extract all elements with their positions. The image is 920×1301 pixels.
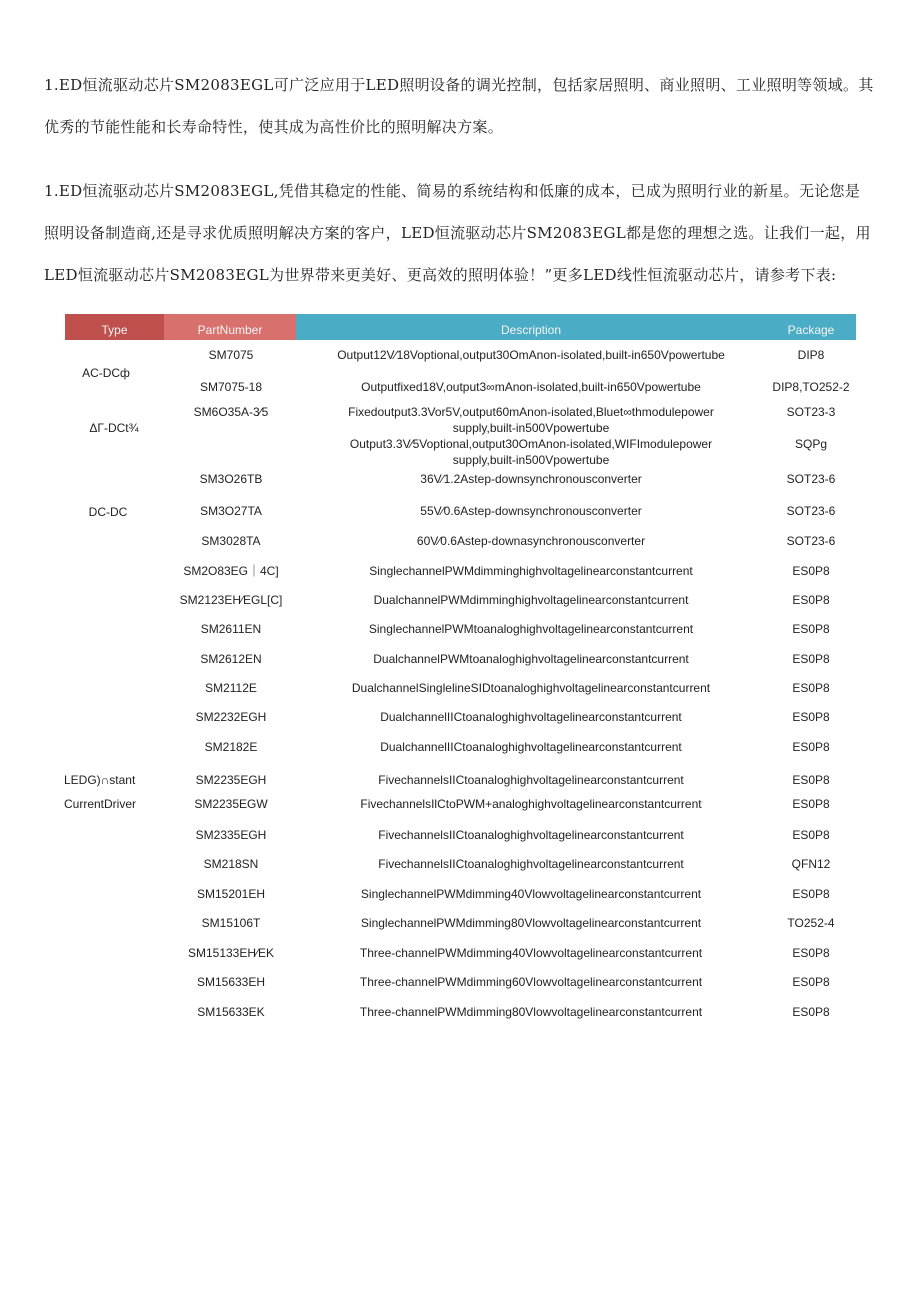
package: DIP8 bbox=[797, 348, 825, 362]
description-continued: supply,built-in500Vpowertube bbox=[452, 453, 610, 467]
package: SOT23-3 bbox=[786, 405, 836, 419]
description: Output12V∕18Voptional,output30OmAnon-isolated,built-in650Vpowertube bbox=[337, 348, 725, 362]
package: SOT23-6 bbox=[786, 472, 836, 486]
type-label-led-constant: LEDG)∩stant bbox=[64, 773, 136, 787]
part-number: SM2112E bbox=[205, 681, 257, 695]
description: Three-channelPWMdimming40Vlowvoltagelinearconstantcurrent bbox=[359, 946, 703, 960]
part-number: SM2612EN bbox=[200, 652, 262, 666]
part-number: SM7075-18 bbox=[199, 380, 263, 394]
part-number: SM6O35A-3∕5 bbox=[193, 405, 269, 419]
package: ES0P8 bbox=[792, 773, 830, 787]
package: ES0P8 bbox=[792, 710, 830, 724]
description: Output3.3V∕5Voptional,output30OmAnon-isolated,WIFImodulepower bbox=[349, 437, 713, 451]
description: FivechannelsIlCtoPWM+analoghighvoltagelinearconstantcurrent bbox=[360, 797, 702, 811]
description: FivechannelsIICtoanaloghighvoltagelinearconstantcurrent bbox=[378, 828, 684, 842]
description: Three-channelPWMdimming60Vlowvoltagelinearconstantcurrent bbox=[359, 975, 703, 989]
package: ES0P8 bbox=[792, 975, 830, 989]
package: DIP8,TO252-2 bbox=[772, 380, 850, 394]
description-paragraph: 1.ED恒流驱动芯片SM2083EGL,凭借其稳定的性能、简易的系统结构和低廉的成本，已成为照明行业的新星。无论您是照明设备制造商,还是寻求优质照明解决方案的客户，LED恒流驱动芯片SM2083EGL都是您的理想之选。让我们一起，用LED恒流驱动芯片SM2083EGL为世界带来更美好、更高效的照明体验！”更多LED线性恒流驱动芯片，请参考下表: bbox=[44, 182, 871, 284]
part-number: SM15201EH bbox=[196, 887, 266, 901]
package: ES0P8 bbox=[792, 564, 830, 578]
part-number: SM2O83EG｜4C] bbox=[183, 564, 279, 578]
part-number: SM15106T bbox=[201, 916, 261, 930]
package: ES0P8 bbox=[792, 622, 830, 636]
description: DualchannelSinglelineSIDtoanaloghighvoltagelinearconstantcurrent bbox=[351, 681, 711, 695]
header-type: Type bbox=[65, 314, 164, 340]
package: ES0P8 bbox=[792, 828, 830, 842]
part-number: SM218SN bbox=[203, 857, 259, 871]
description: DualchannelPWMdimminghighvoltagelinearconstantcurrent bbox=[373, 593, 689, 607]
type-label-acdc: AC-DCф bbox=[82, 366, 130, 380]
package: ES0P8 bbox=[792, 946, 830, 960]
header-description: Description bbox=[296, 314, 766, 340]
package: ES0P8 bbox=[792, 740, 830, 754]
description: 60V∕0.6Astep-downasynchronousconverter bbox=[416, 534, 646, 548]
part-number: SM2123EH∕EGL[C] bbox=[179, 593, 283, 607]
description: FivechannelsIICtoanaloghighvoltagelinearconstantcurrent bbox=[378, 773, 684, 787]
part-number: SM2182E bbox=[204, 740, 258, 754]
description: DualchannelIICtoanaloghighvoltagelinearconstantcurrent bbox=[380, 740, 682, 754]
part-number: SM7075 bbox=[208, 348, 254, 362]
package: ES0P8 bbox=[792, 652, 830, 666]
part-number: SM3028TA bbox=[201, 534, 261, 548]
description: 36V∕1.2Astep-downsynchronousconverter bbox=[420, 472, 642, 486]
description: DualchannelIICtoanaloghighvoltagelinearconstantcurrent bbox=[380, 710, 682, 724]
description: SinglechannelPWMdimming40Vlowvoltagelinearconstantcurrent bbox=[360, 887, 702, 901]
part-number: SM2335EGH bbox=[195, 828, 267, 842]
type-label-acdc-alt: ΔΓ-DCt¾ bbox=[89, 421, 139, 435]
package: SOT23-6 bbox=[786, 504, 836, 518]
package: ES0P8 bbox=[792, 1005, 830, 1019]
description: Fixedoutput3.3Vor5V,output60mAnon-isolated,Bluet∞thmodulepower bbox=[348, 405, 714, 419]
description: Three-channelPWMdimming80Vlowvoltagelinearconstantcurrent bbox=[359, 1005, 703, 1019]
part-number: SM2611EN bbox=[200, 622, 262, 636]
package: ES0P8 bbox=[792, 797, 830, 811]
part-number: SM15633EH bbox=[196, 975, 266, 989]
part-number: SM2232EGH bbox=[195, 710, 267, 724]
description-continued: supply,built-in500Vpowertube bbox=[452, 421, 610, 435]
part-number: SM2235EGW bbox=[194, 797, 268, 811]
part-number: SM15133EH∕EK bbox=[187, 946, 275, 960]
part-number: SM3O26TB bbox=[199, 472, 263, 486]
header-part-number: PartNumber bbox=[164, 314, 296, 340]
part-number: SM15633EK bbox=[197, 1005, 265, 1019]
intro-paragraph: 1.ED恒流驱动芯片SM2083EGL可广泛应用于LED照明设备的调光控制，包括家居照明、商业照明、工业照明等领域。其优秀的节能性能和长寿命特性，使其成为高性价比的照明解决方案。 bbox=[44, 76, 874, 136]
package: ES0P8 bbox=[792, 681, 830, 695]
part-number: SM3O27TA bbox=[200, 504, 262, 518]
package: TO252-4 bbox=[787, 916, 835, 930]
package: ES0P8 bbox=[792, 593, 830, 607]
part-number: SM2235EGH bbox=[195, 773, 267, 787]
description: FivechannelsIICtoanaloghighvoltagelinearconstantcurrent bbox=[378, 857, 684, 871]
package: SQPg bbox=[794, 437, 827, 451]
description: SinglechannelPWMdimming80Vlowvoltagelinearconstantcurrent bbox=[360, 916, 702, 930]
package: ES0P8 bbox=[792, 887, 830, 901]
description: 55V∕0.6Astep-downsynchronousconverter bbox=[420, 504, 642, 518]
description: SinglechannelPWMtoanaloghighvoltagelinearconstantcurrent bbox=[368, 622, 694, 636]
package: QFN12 bbox=[791, 857, 831, 871]
description: Outputfixed18V,output3∞mAnon-isolated,built-in650Vpowertube bbox=[361, 380, 701, 394]
package: SOT23-6 bbox=[786, 534, 836, 548]
header-package: Package bbox=[766, 314, 856, 340]
type-label-dcdc: DC-DC bbox=[88, 505, 128, 519]
description: SinglechannelPWMdimminghighvoltagelinearconstantcurrent bbox=[369, 564, 693, 578]
table-header bbox=[65, 314, 856, 340]
type-label-current-driver: CurrentDriver bbox=[64, 797, 137, 811]
description: DualchannelPWMtoanaloghighvoltagelinearconstantcurrent bbox=[373, 652, 689, 666]
